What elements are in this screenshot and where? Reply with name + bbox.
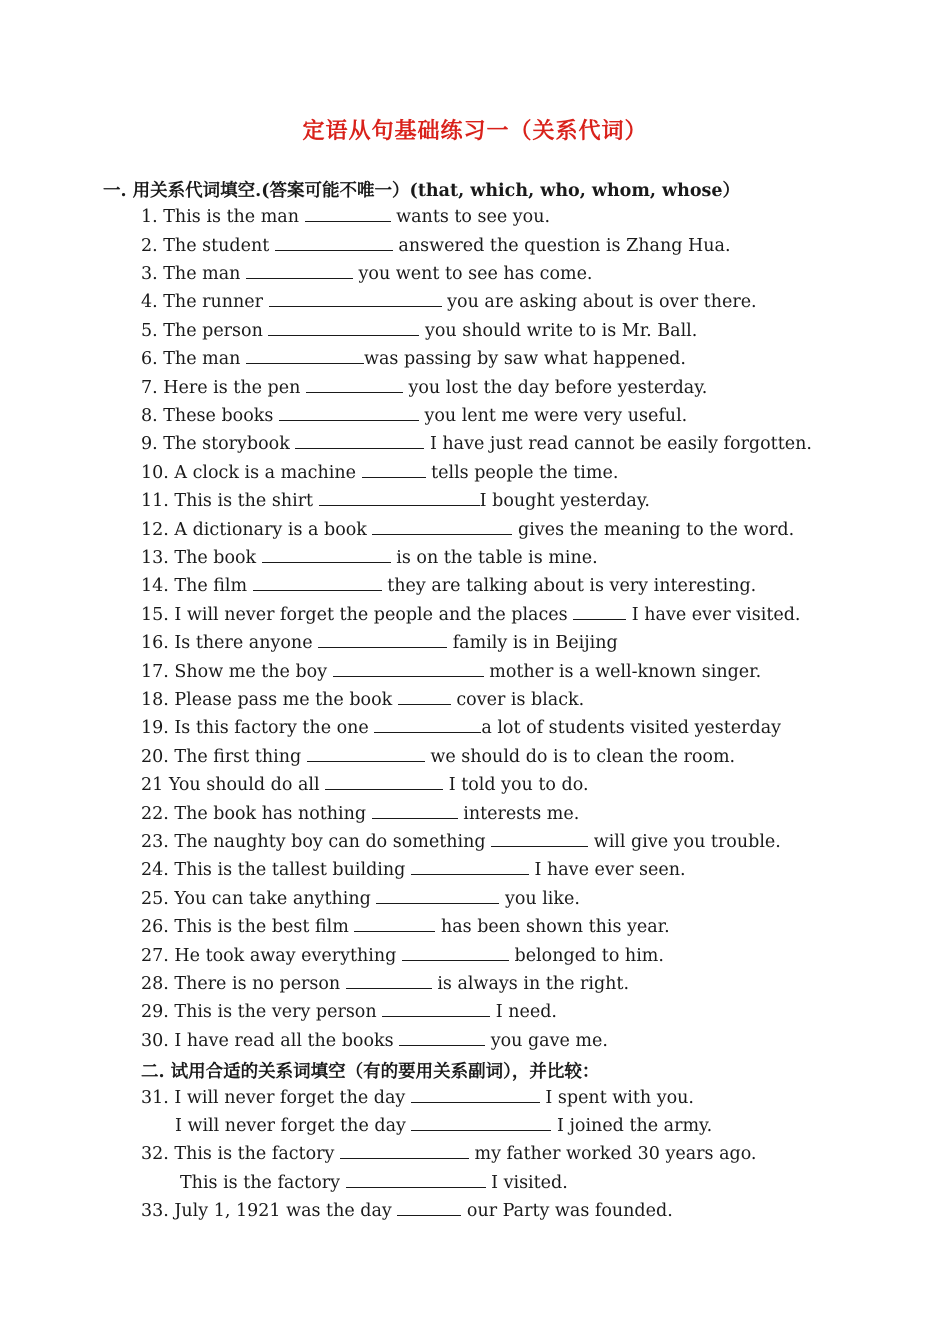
exercise-text-after: is always in the right. xyxy=(431,974,630,994)
answer-blank[interactable] xyxy=(362,462,426,478)
exercise-item xyxy=(141,377,707,399)
exercise-item xyxy=(141,888,580,910)
exercise-item xyxy=(141,1200,673,1222)
exercise-text-before: 32. This is the factory xyxy=(141,1144,340,1164)
exercise-text-after: belonged to him. xyxy=(508,946,664,966)
exercise-text-after: wants to see you. xyxy=(390,207,551,227)
answer-blank[interactable] xyxy=(573,604,626,620)
exercise-text-after: they are talking about is very interesting. xyxy=(381,576,757,596)
exercise-text-before: 4. The runner xyxy=(141,292,269,312)
exercise-text-after: interests me. xyxy=(457,804,580,824)
answer-blank[interactable] xyxy=(295,433,424,449)
exercise-item xyxy=(141,746,735,768)
answer-blank[interactable] xyxy=(319,490,480,506)
exercise-text-before: This is the factory xyxy=(180,1173,346,1193)
answer-blank[interactable] xyxy=(262,547,391,563)
exercise-text-after: I bought yesterday. xyxy=(479,491,650,511)
exercise-text-before: 3. The man xyxy=(141,264,246,284)
exercise-text-after: I have ever visited. xyxy=(626,605,801,625)
answer-blank[interactable] xyxy=(411,1115,551,1131)
exercise-text-before: 5. The person xyxy=(141,321,269,341)
exercise-item xyxy=(175,1115,712,1137)
answer-blank[interactable] xyxy=(268,320,419,336)
exercise-text-after: you lost the day before yesterday. xyxy=(402,378,708,398)
exercise-text-before: 18. Please pass me the book xyxy=(141,690,398,710)
exercise-text-after: was passing by saw what happened. xyxy=(363,349,686,369)
exercise-text-before: 28. There is no person xyxy=(141,974,346,994)
exercise-text-before: 21 You should do all xyxy=(141,775,326,795)
exercise-text-before: 8. These books xyxy=(141,406,279,426)
answer-blank[interactable] xyxy=(340,1143,469,1159)
exercise-item xyxy=(141,206,550,228)
answer-blank[interactable] xyxy=(399,1030,485,1046)
exercise-item xyxy=(141,661,761,683)
answer-blank[interactable] xyxy=(398,689,451,705)
exercise-text-before: 16. Is there anyone xyxy=(141,633,319,653)
exercise-text-before: 30. I have read all the books xyxy=(141,1031,400,1051)
exercise-item xyxy=(141,916,670,938)
answer-blank[interactable] xyxy=(305,206,391,222)
exercise-text-before: 27. He took away everything xyxy=(141,946,402,966)
exercise-text-after: my father worked 30 years ago. xyxy=(468,1144,757,1164)
answer-blank[interactable] xyxy=(306,377,403,393)
exercise-text-before: 6. The man xyxy=(141,349,246,369)
answer-blank[interactable] xyxy=(346,1172,486,1188)
exercise-text-after: gives the meaning to the word. xyxy=(512,520,795,540)
exercise-item xyxy=(141,774,589,796)
exercise-text-before: 29. This is the very person xyxy=(141,1002,383,1022)
exercise-item xyxy=(141,831,781,853)
exercise-item xyxy=(141,405,687,427)
exercise-text-after: you went to see has come. xyxy=(352,264,593,284)
exercise-text-after: I spent with you. xyxy=(539,1088,694,1108)
exercise-text-before: 33. July 1, 1921 was the day xyxy=(141,1201,398,1221)
exercise-text-before: 7. Here is the pen xyxy=(141,378,306,398)
exercise-item xyxy=(141,433,812,455)
exercise-text-after: you should write to is Mr. Ball. xyxy=(419,321,698,341)
exercise-item xyxy=(141,1143,757,1165)
answer-blank[interactable] xyxy=(491,831,588,847)
exercise-text-before: 17. Show me the boy xyxy=(141,662,333,682)
section-2-heading: 二. 试用合适的关系词填空（有的要用关系副词），并比较： xyxy=(141,1062,600,1082)
exercise-text-after: is on the table is mine. xyxy=(390,548,598,568)
exercise-text-before: 11. This is the shirt xyxy=(141,491,319,511)
exercise-text-after: I have just read cannot be easily forgotten. xyxy=(424,434,812,454)
exercise-text-after: mother is a well-known singer. xyxy=(483,662,762,682)
exercise-text-before: 15. I will never forget the people and the places xyxy=(141,605,574,625)
exercise-item xyxy=(141,604,801,626)
exercise-item xyxy=(141,320,697,342)
exercise-text-before: 13. The book xyxy=(141,548,262,568)
answer-blank[interactable] xyxy=(246,348,364,364)
exercise-text-after: our Party was founded. xyxy=(461,1201,673,1221)
answer-blank[interactable] xyxy=(402,945,509,961)
answer-blank[interactable] xyxy=(253,575,382,591)
answer-blank[interactable] xyxy=(376,888,499,904)
answer-blank[interactable] xyxy=(411,859,529,875)
exercise-item xyxy=(141,263,593,285)
exercise-text-before: 19. Is this factory the one xyxy=(141,718,375,738)
exercise-text-before: 20. The first thing xyxy=(141,747,307,767)
answer-blank[interactable] xyxy=(382,1001,490,1017)
exercise-item xyxy=(141,859,686,881)
exercise-item xyxy=(141,348,686,370)
exercise-text-before: 1. This is the man xyxy=(141,207,305,227)
answer-blank[interactable] xyxy=(411,1087,540,1103)
exercise-text-after: I told you to do. xyxy=(443,775,589,795)
answer-blank[interactable] xyxy=(372,519,512,535)
answer-blank[interactable] xyxy=(354,916,435,932)
exercise-text-before: 31. I will never forget the day xyxy=(141,1088,411,1108)
answer-blank[interactable] xyxy=(325,774,443,790)
exercise-text-before: I will never forget the day xyxy=(175,1116,412,1136)
exercise-text-after: a lot of students visited yesterday xyxy=(481,718,782,738)
exercise-text-after: we should do is to clean the room. xyxy=(424,747,736,767)
exercise-item xyxy=(180,1172,568,1194)
answer-blank[interactable] xyxy=(279,405,419,421)
exercise-text-after: you gave me. xyxy=(485,1031,608,1051)
exercise-item xyxy=(141,945,664,967)
exercise-item xyxy=(141,973,629,995)
answer-blank[interactable] xyxy=(397,1200,461,1216)
exercise-text-before: 25. You can take anything xyxy=(141,889,377,909)
exercise-text-after: I visited. xyxy=(485,1173,568,1193)
answer-blank[interactable] xyxy=(246,263,353,279)
exercise-item xyxy=(141,235,731,257)
exercise-text-before: 26. This is the best film xyxy=(141,917,355,937)
exercise-item xyxy=(141,1087,694,1109)
exercise-item xyxy=(141,291,757,313)
exercise-text-after: has been shown this year. xyxy=(435,917,670,937)
answer-blank[interactable] xyxy=(318,632,447,648)
answer-blank[interactable] xyxy=(372,803,458,819)
exercise-item xyxy=(141,547,598,569)
exercise-text-after: will give you trouble. xyxy=(588,832,781,852)
exercise-item xyxy=(141,803,579,825)
answer-blank[interactable] xyxy=(307,746,425,762)
exercise-text-after: you like. xyxy=(499,889,580,909)
exercise-text-after: I have ever seen. xyxy=(528,860,686,880)
exercise-item xyxy=(141,519,794,541)
answer-blank[interactable] xyxy=(374,717,481,733)
exercise-item xyxy=(141,575,756,597)
answer-blank[interactable] xyxy=(269,291,442,307)
exercise-text-before: 23. The naughty boy can do something xyxy=(141,832,492,852)
answer-blank[interactable] xyxy=(333,661,484,677)
exercise-text-after: answered the question is Zhang Hua. xyxy=(392,236,731,256)
exercise-text-after: I need. xyxy=(490,1002,557,1022)
answer-blank[interactable] xyxy=(275,235,393,251)
exercise-item xyxy=(141,462,618,484)
worksheet-title: 定语从句基础练习一（关系代词） xyxy=(302,119,648,144)
exercise-text-after: family is in Beijing xyxy=(447,633,618,653)
exercise-item xyxy=(141,689,584,711)
exercise-text-after: cover is black. xyxy=(450,690,585,710)
exercise-text-after: you lent me were very useful. xyxy=(418,406,688,426)
exercise-item xyxy=(141,490,650,512)
exercise-text-before: 24. This is the tallest building xyxy=(141,860,411,880)
exercise-text-before: 9. The storybook xyxy=(141,434,296,454)
exercise-text-before: 14. The film xyxy=(141,576,253,596)
section-1-heading: 一. 用关系代词填空.(答案可能不唯一）(that, which, who, whom, whose） xyxy=(103,181,741,201)
answer-blank[interactable] xyxy=(346,973,432,989)
exercise-text-before: 2. The student xyxy=(141,236,275,256)
exercise-item xyxy=(141,717,781,739)
exercise-text-after: tells people the time. xyxy=(425,463,619,483)
exercise-item xyxy=(141,1030,608,1052)
exercise-text-before: 10. A clock is a machine xyxy=(141,463,362,483)
exercise-text-before: 22. The book has nothing xyxy=(141,804,372,824)
exercise-item xyxy=(141,1001,557,1023)
exercise-text-after: you are asking about is over there. xyxy=(441,292,757,312)
exercise-text-before: 12. A dictionary is a book xyxy=(141,520,373,540)
exercise-item xyxy=(141,632,618,654)
exercise-text-after: I joined the army. xyxy=(551,1116,713,1136)
